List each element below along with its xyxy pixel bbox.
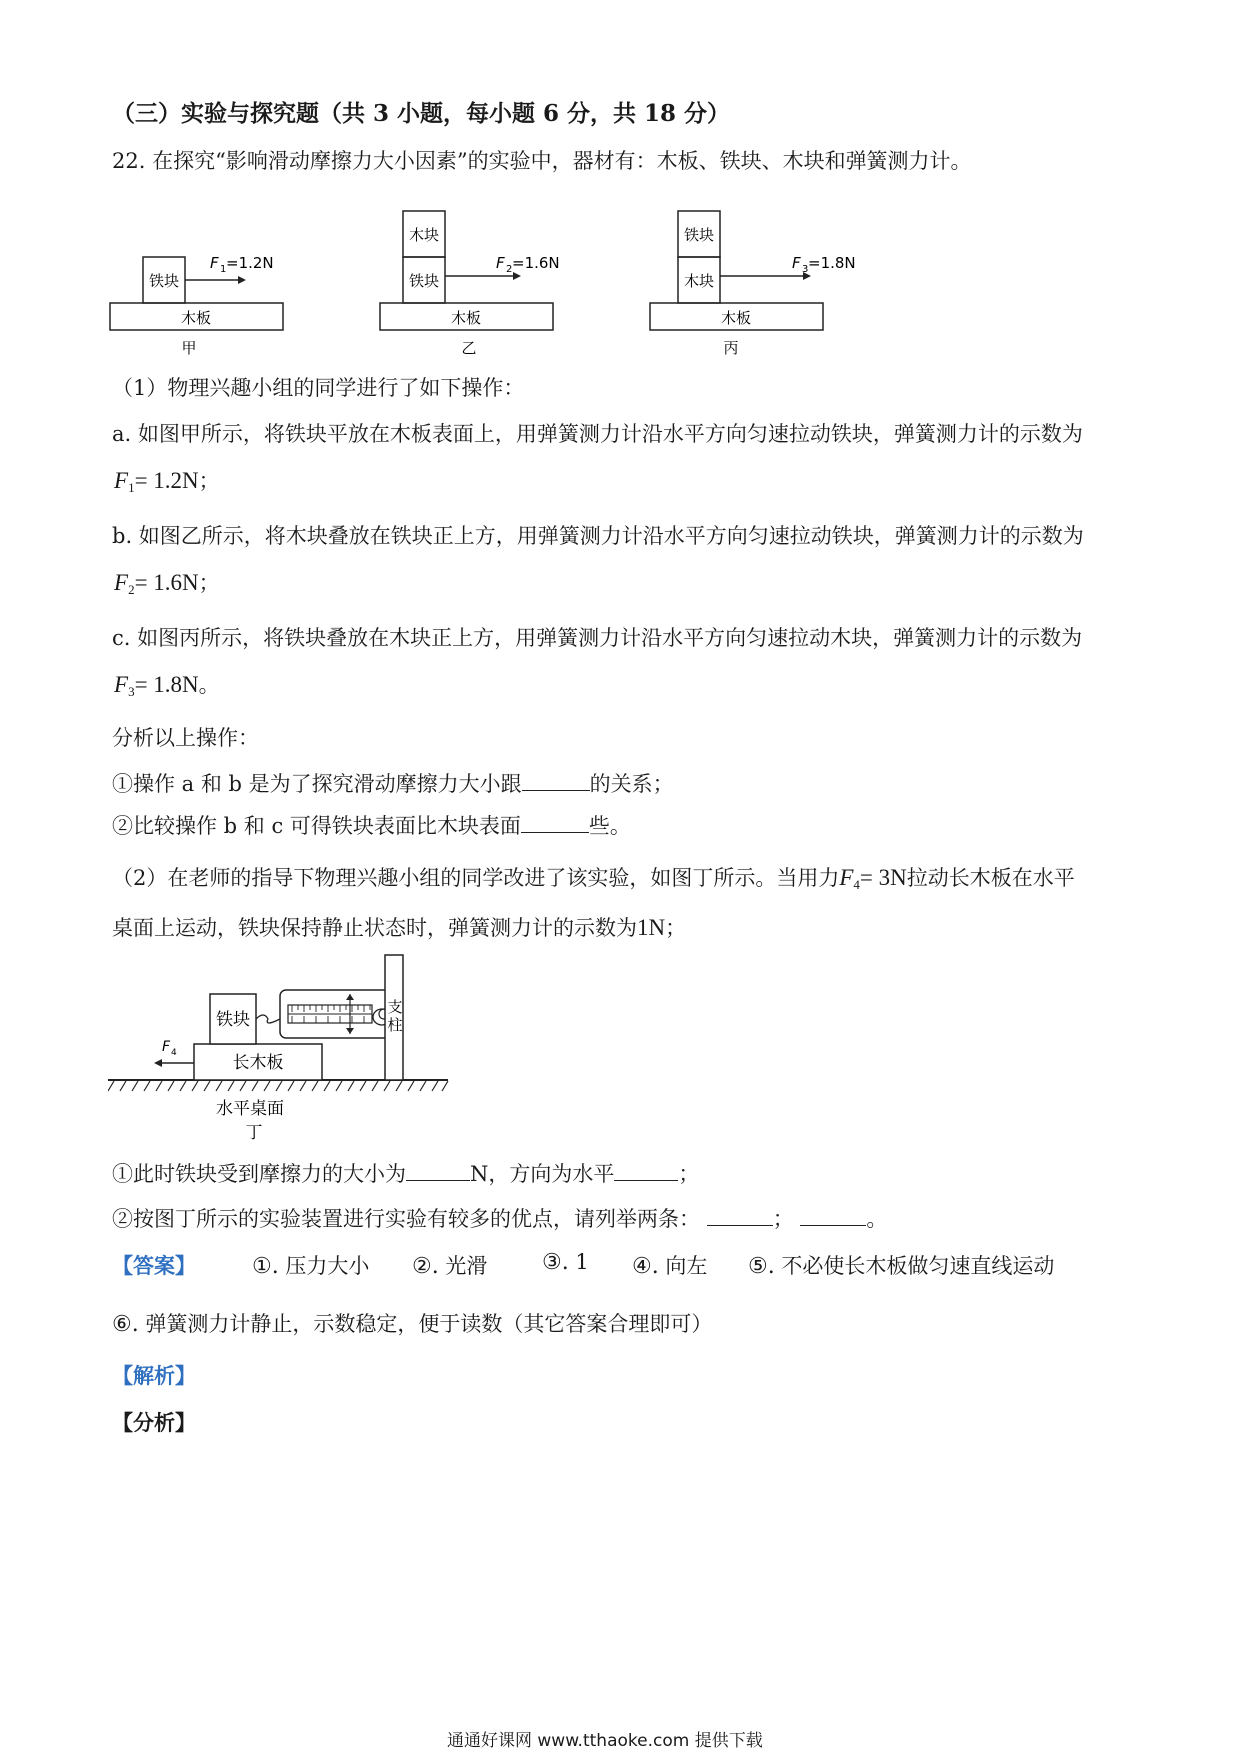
section-title: （三）实验与探究题（共 3 小题，每小题 6 分，共 18 分） xyxy=(112,100,731,127)
answer-item-2: ②. 光滑 xyxy=(412,1254,488,1279)
part1-b-text: b. 如图乙所示，将木块叠放在铁块正上方，用弹簧测力计沿水平方向匀速拉动铁块，弹簧测力计的示数为 xyxy=(112,524,1084,548)
answer-blank-4[interactable] xyxy=(614,1160,678,1181)
answer-blank-2[interactable] xyxy=(521,812,589,833)
figure-bing xyxy=(650,211,856,357)
iron-block-jia-label: 铁块 xyxy=(148,272,180,290)
answer-blank-6[interactable] xyxy=(800,1205,866,1226)
answer-item-3: ③. 1 xyxy=(542,1250,589,1275)
part2-q1-post: ； xyxy=(678,1162,700,1186)
formula-b-tail: ； xyxy=(198,571,220,595)
answer-item-6-num: ⑥. xyxy=(112,1312,139,1337)
answer-item-6-text: 弹簧测力计静止，示数稳定，便于读数（其它答案合理即可） xyxy=(145,1312,713,1336)
formula-b-sub: 2 xyxy=(128,582,135,597)
pillar-label-2: 柱 xyxy=(387,1016,403,1034)
part1-q2-post: 些。 xyxy=(588,814,631,838)
iron-block-ding-label: 铁块 xyxy=(216,1010,250,1030)
part2-q1-pre: ①此时铁块受到摩擦力的大小为 xyxy=(112,1162,406,1186)
part1-a-formula: $F_1= 1.2N$； xyxy=(114,468,220,495)
formula-c-value: = 1.8N xyxy=(134,672,199,697)
board-jia-label: 木板 xyxy=(180,309,212,327)
part1-q1-post: 的关系； xyxy=(589,772,674,796)
force-yi-symbol: F xyxy=(496,254,505,272)
answer-item-6 xyxy=(112,1308,712,1338)
figure-yi xyxy=(380,211,560,357)
arrow-head-icon xyxy=(513,272,521,280)
pillar-label-1: 支 xyxy=(387,998,403,1016)
board-yi-label: 木板 xyxy=(450,309,482,327)
force-jia-symbol: F xyxy=(210,254,219,272)
figure-ding xyxy=(108,950,468,1150)
force-f4-symbol: F xyxy=(162,1039,171,1055)
answer-blank-5[interactable] xyxy=(707,1205,773,1226)
part1-intro: （1）物理兴趣小组的同学进行了如下操作： xyxy=(112,376,525,400)
jiexi-label: 【解析】 xyxy=(112,1363,196,1388)
answer-item-1: ①. 压力大小 xyxy=(252,1254,370,1279)
formula-b-value: = 1.6N xyxy=(134,570,199,595)
arrow-head-icon xyxy=(154,1059,162,1067)
figure-jia xyxy=(110,254,283,357)
part1-q2-pre: ②比较操作 b 和 c 可得铁块表面比木块表面 xyxy=(112,814,521,838)
wood-block-bing-label: 木块 xyxy=(683,272,715,290)
part1-b-formula: $F_2= 1.6N$； xyxy=(114,570,220,597)
question-number: 22. xyxy=(112,149,146,173)
part2-line2-pre: 桌面上运动，铁块保持静止状态时，弹簧测力计的示数为 xyxy=(112,916,637,940)
analysis-intro: 分析以上操作： xyxy=(112,726,259,750)
part2-question-2 xyxy=(112,1203,887,1233)
force-jia-value: =1.2N xyxy=(226,254,274,272)
question-text: 在探究“影响滑动摩擦力大小因素”的实验中，器材有：木板、铁块、木块和弹簧测力计。 xyxy=(152,149,972,173)
part2-question-1 xyxy=(112,1158,699,1188)
caption-jia: 甲 xyxy=(181,339,197,357)
footer-text: 通通好课网 www.tthaoke.com 提供下载 xyxy=(447,1731,763,1751)
f4-value: = 3N xyxy=(859,865,907,890)
wood-block-yi-label: 木块 xyxy=(408,226,440,244)
table-label: 水平桌面 xyxy=(216,1099,284,1119)
question-stem xyxy=(112,145,972,175)
board-bing-label: 木板 xyxy=(720,309,752,327)
formula-a-tail: ； xyxy=(198,469,220,493)
part2-line2 xyxy=(112,912,686,942)
formula-a-value: = 1.2N xyxy=(134,468,199,493)
arrow-head-icon xyxy=(238,276,246,284)
part1-q1-pre: ①操作 a 和 b 是为了探究滑动摩擦力大小跟 xyxy=(112,772,522,796)
part2-line1: （2）在老师的指导下物理兴趣小组的同学改进了该实验，如图丁所示。当用力$F_4= 3N$拉动长木板在水平 xyxy=(112,865,1075,892)
answer-row xyxy=(112,1250,1122,1280)
part2-q2-pre: ②按图丁所示的实验装置进行实验有较多的优点，请列举两条： xyxy=(112,1207,700,1231)
hook-connector xyxy=(256,1015,280,1023)
caption-bing: 丙 xyxy=(723,339,739,357)
force-bing-value: =1.8N xyxy=(808,254,856,272)
long-board-label: 长木板 xyxy=(232,1053,284,1073)
answer-label: 【答案】 xyxy=(112,1253,196,1278)
part2-q1-mid: N，方向为水平 xyxy=(470,1162,615,1186)
part2-line2-post: ； xyxy=(665,916,687,940)
formula-c-tail: 。 xyxy=(198,673,220,697)
force-yi-sub: 2 xyxy=(506,264,513,275)
part2-q2-post: 。 xyxy=(866,1207,888,1231)
force-yi-value: =1.6N xyxy=(512,254,560,272)
f4-sub: 4 xyxy=(853,877,860,892)
force-bing-sub: 3 xyxy=(802,264,809,275)
answer-blank-1[interactable] xyxy=(522,770,590,791)
part1-a-text: a. 如图甲所示，将铁块平放在木板表面上，用弹簧测力计沿水平方向匀速拉动铁块，弹簧测力计的示数为 xyxy=(112,422,1083,446)
part2-line1-pre: （2）在老师的指导下物理兴趣小组的同学改进了该实验，如图丁所示。当用力 xyxy=(112,866,840,890)
iron-block-yi-label: 铁块 xyxy=(408,272,440,290)
iron-block-bing-label: 铁块 xyxy=(683,226,715,244)
part2-line1-post: 拉动长木板在水平 xyxy=(906,866,1075,890)
friction-experiment-figure xyxy=(100,200,970,365)
answer-item-4: ④. 向左 xyxy=(632,1254,708,1279)
part1-c-text: c. 如图丙所示，将铁块叠放在木块正上方，用弹簧测力计沿水平方向匀速拉动木块，弹簧测力计的示数为 xyxy=(112,626,1083,650)
answer-item-5: ⑤. 不必使长木板做匀速直线运动 xyxy=(748,1254,1055,1279)
answer-blank-3[interactable] xyxy=(406,1160,470,1181)
part1-question-1 xyxy=(112,768,674,798)
formula-a-sub: 1 xyxy=(128,480,135,495)
force-jia-sub: 1 xyxy=(220,264,227,275)
part2-line2-value: 1N xyxy=(637,915,666,940)
caption-ding: 丁 xyxy=(245,1123,263,1143)
part1-question-2 xyxy=(112,810,631,840)
fenxi-label: 【分析】 xyxy=(112,1410,196,1435)
force-f4-sub: 4 xyxy=(171,1048,177,1058)
part1-c-formula: $F_3= 1.8N$。 xyxy=(114,672,220,699)
formula-c-sub: 3 xyxy=(128,684,135,699)
caption-yi: 乙 xyxy=(461,339,477,357)
part2-q2-sep: ； xyxy=(772,1207,794,1231)
table-hatching xyxy=(108,1081,448,1091)
force-bing-symbol: F xyxy=(792,254,801,272)
